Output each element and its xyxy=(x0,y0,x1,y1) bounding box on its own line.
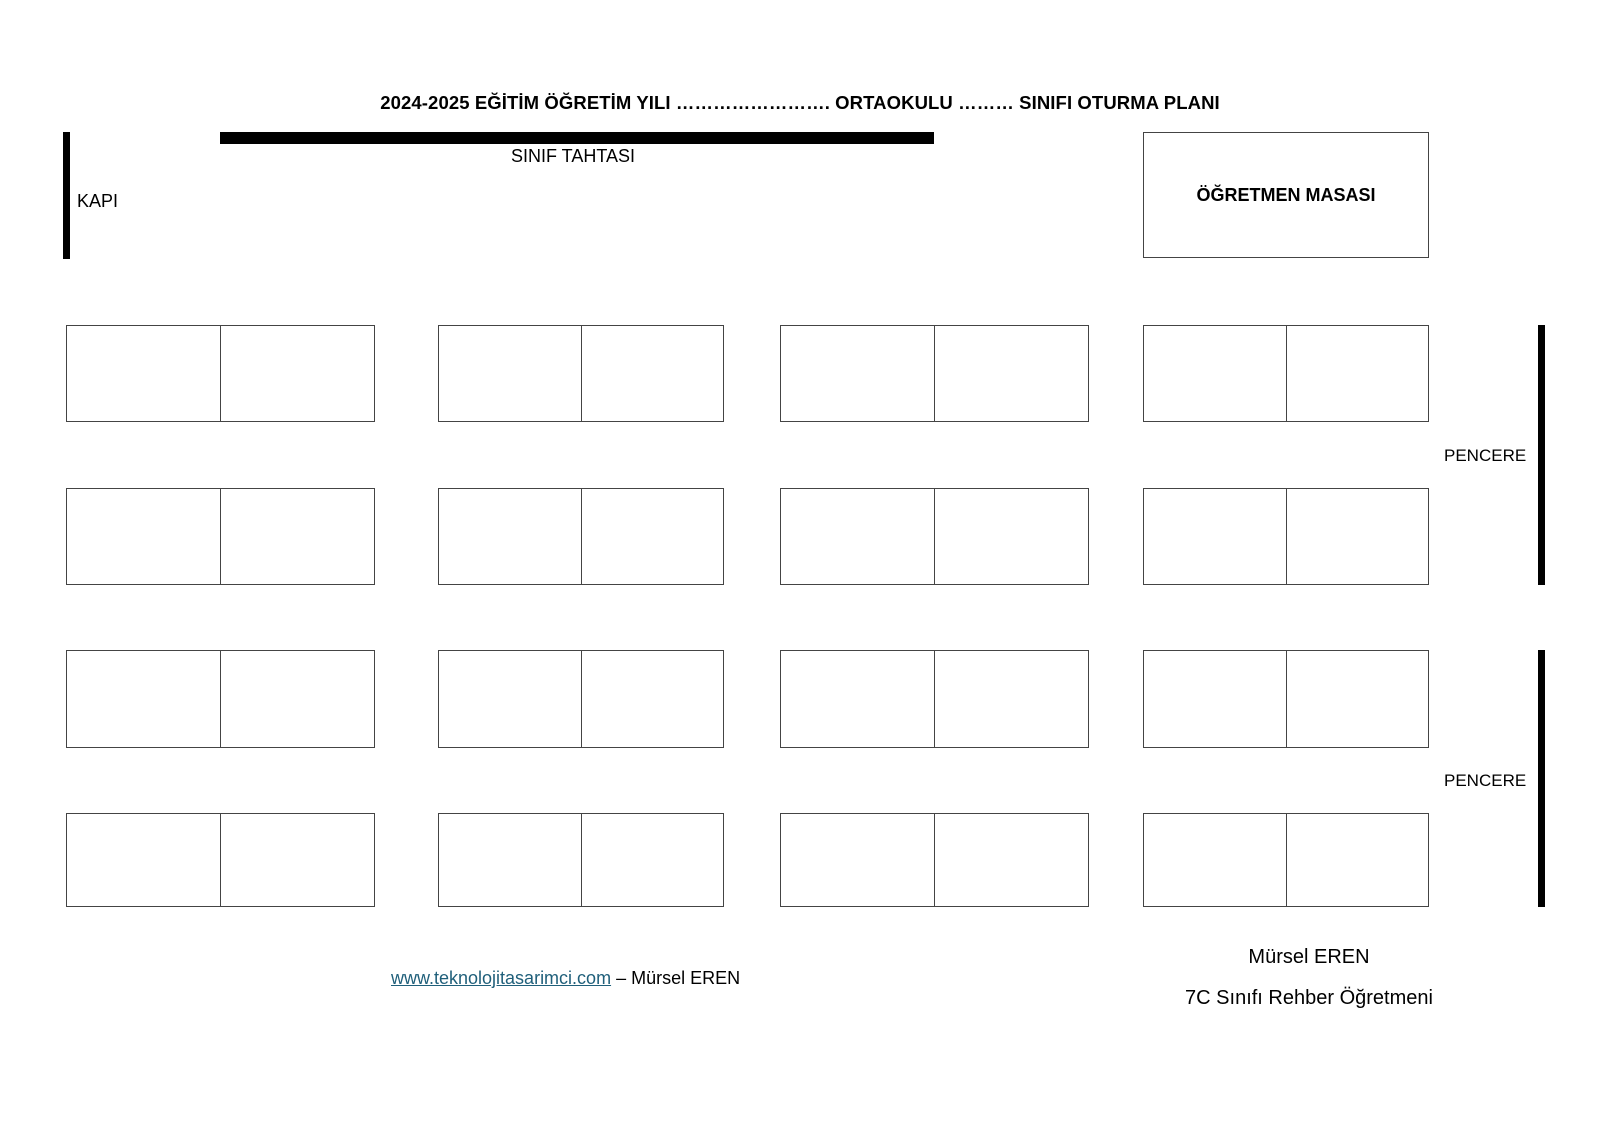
seat-cell xyxy=(439,326,581,421)
student-desk xyxy=(1143,488,1429,585)
seat-cell xyxy=(1286,326,1429,421)
footer-author: – Mürsel EREN xyxy=(611,968,741,988)
seat-cell xyxy=(781,814,934,906)
student-desk xyxy=(780,813,1089,907)
board-label: SINIF TAHTASI xyxy=(511,146,636,166)
website-link[interactable]: www.teknolojitasarimci.com xyxy=(391,968,612,988)
seat-cell xyxy=(220,326,374,421)
seat-cell xyxy=(439,651,581,747)
student-desk xyxy=(438,488,724,585)
teacher-desk-label: ÖĞRETMEN MASASI xyxy=(1196,184,1376,205)
seat-cell xyxy=(67,814,220,906)
student-desk xyxy=(66,325,375,422)
door-label: KAPI xyxy=(77,191,119,211)
seat-cell xyxy=(220,814,374,906)
seat-cell xyxy=(1286,814,1429,906)
teacher-desk xyxy=(1143,132,1429,258)
seat-cell xyxy=(581,651,724,747)
seat-cell xyxy=(1144,814,1286,906)
seat-cell xyxy=(1286,651,1429,747)
signature-name: Mürsel EREN xyxy=(1248,946,1370,968)
seat-cell xyxy=(781,489,934,584)
student-desk xyxy=(780,325,1089,422)
seat-cell xyxy=(581,814,724,906)
seat-cell xyxy=(67,651,220,747)
student-desk xyxy=(438,325,724,422)
student-desk xyxy=(66,650,375,748)
window-line-1 xyxy=(1538,325,1545,585)
seat-cell xyxy=(220,651,374,747)
student-desk xyxy=(1143,650,1429,748)
seat-cell xyxy=(220,489,374,584)
seat-cell xyxy=(67,489,220,584)
student-desk xyxy=(66,813,375,907)
seat-cell xyxy=(934,326,1088,421)
seat-cell xyxy=(1144,651,1286,747)
board-line xyxy=(220,132,934,144)
seat-cell xyxy=(581,489,724,584)
seat-cell xyxy=(781,651,934,747)
seat-cell xyxy=(439,489,581,584)
student-desk xyxy=(780,488,1089,585)
seat-cell xyxy=(1286,489,1429,584)
window-label-2: PENCERE xyxy=(1444,771,1527,790)
student-desk xyxy=(1143,325,1429,422)
seat-cell xyxy=(581,326,724,421)
seat-cell xyxy=(934,489,1088,584)
student-desk xyxy=(438,813,724,907)
seat-cell xyxy=(934,651,1088,747)
window-line-2 xyxy=(1538,650,1545,907)
student-desk xyxy=(780,650,1089,748)
window-label-1: PENCERE xyxy=(1444,446,1527,465)
signature-role: 7C Sınıfı Rehber Öğretmeni xyxy=(1185,987,1433,1009)
seat-cell xyxy=(67,326,220,421)
seat-cell xyxy=(439,814,581,906)
student-desk xyxy=(66,488,375,585)
seat-cell xyxy=(1144,489,1286,584)
seat-cell xyxy=(934,814,1088,906)
page-title: 2024-2025 EĞİTİM ÖĞRETİM YILI ……………………. ORTAOKULU ……… SINIFI OTURMA PLANI xyxy=(380,92,1220,113)
seat-cell xyxy=(781,326,934,421)
door-line xyxy=(63,132,70,259)
student-desk xyxy=(438,650,724,748)
student-desk xyxy=(1143,813,1429,907)
footer-credit xyxy=(391,968,740,989)
seat-cell xyxy=(1144,326,1286,421)
